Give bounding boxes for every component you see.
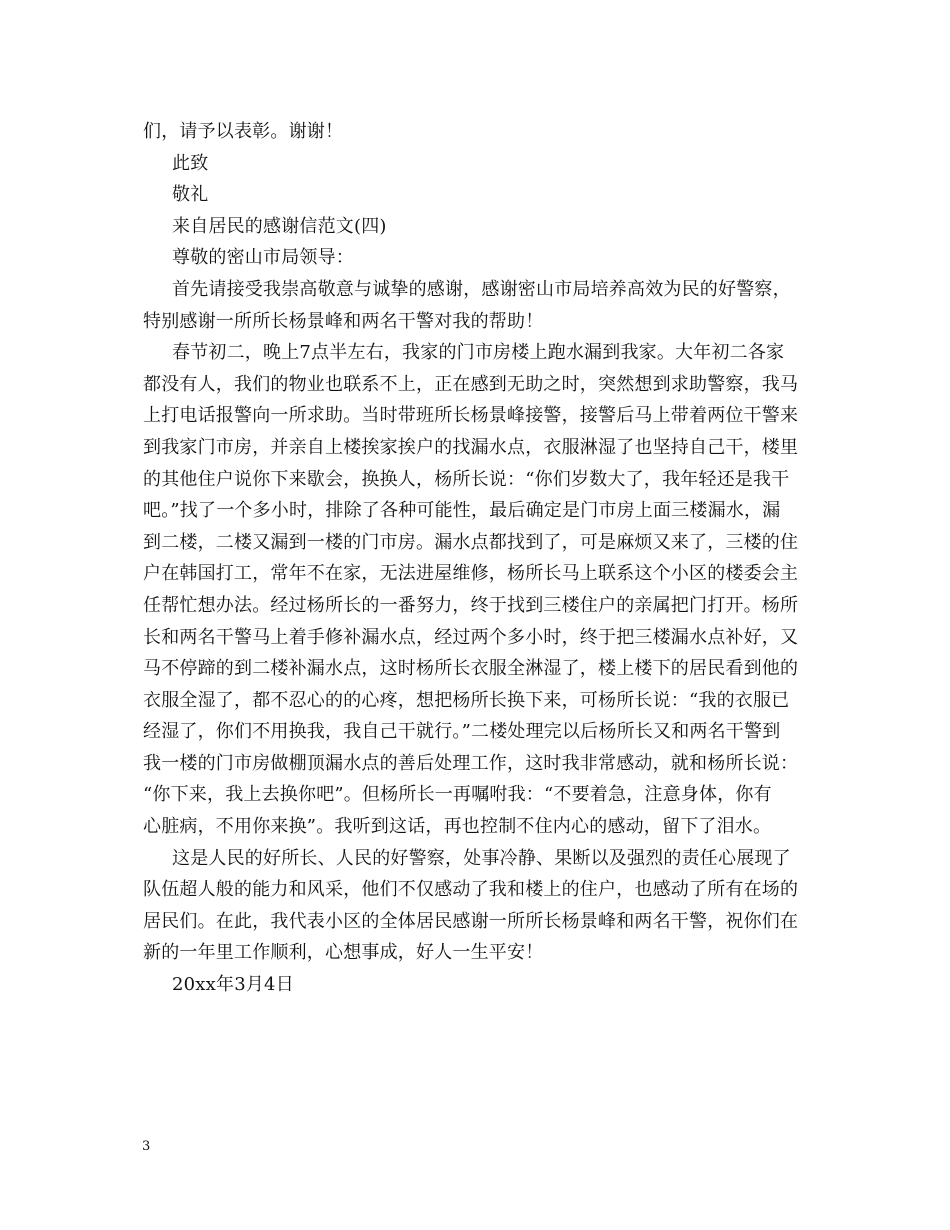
letter-greeting: 尊敬的密山市局领导：	[172, 247, 354, 269]
paragraph-2-line: 经湿了，你们不用换我，我自己干就行。”二楼处理完以后杨所长又和两名干警到	[143, 721, 781, 743]
paragraph-2-line: 长和两名干警马上着手修补漏水点，经过两个多小时，终于把三楼漏水点补好，又	[143, 626, 799, 648]
paragraph-2-line: 马不停蹄的到二楼补漏水点，这时杨所长衣服全淋湿了，楼上楼下的居民看到他的	[143, 658, 799, 680]
paragraph-2-line: 春节初二，晚上7点半左右，我家的门市房楼上跑水漏到我家。大年初二各家	[172, 342, 785, 364]
paragraph-2-line: 上打电话报警向一所求助。当时带班所长杨景峰接警，接警后马上带着两位干警来	[143, 405, 799, 427]
paragraph-2-line: “你下来，我上去换你吧”。但杨所长一再嘱咐我：“不要着急，注意身体，你有	[143, 784, 772, 806]
paragraph-3-line: 队伍超人般的能力和风采，他们不仅感动了我和楼上的住户，也感动了所有在场的	[143, 879, 799, 901]
closing-regards: 敬礼	[172, 184, 209, 206]
paragraph-2-line: 吧。”找了一个多小时，排除了各种可能性，最后确定是门市房上面三楼漏水，漏	[143, 500, 781, 522]
paragraph-2-line: 任帮忙想办法。经过杨所长的一番努力，终于找到三楼住户的亲属把门打开。杨所	[143, 594, 799, 616]
paragraph-2-line: 户在韩国打工，常年不在家，无法进屋维修，杨所长马上联系这个小区的楼委会主	[143, 563, 799, 585]
closing-salutation: 此致	[172, 152, 209, 174]
paragraph-3-line: 新的一年里工作顺利，心想事成，好人一生平安！	[143, 942, 544, 964]
paragraph-2-line: 到我家门市房，并亲自上楼挨家挨户的找漏水点，衣服淋湿了也坚持自己干，楼里	[143, 436, 799, 458]
paragraph-2-line: 心脏病，不用你来换”。我听到这话，再也控制不住内心的感动，留下了泪水。	[143, 816, 772, 838]
paragraph-2-line: 我一楼的门市房做棚顶漏水点的善后处理工作，这时我非常感动，就和杨所长说：	[143, 752, 799, 774]
paragraph-2-line: 衣服全湿了，都不忍心的的心疼，想把杨所长换下来，可杨所长说：“我的衣服已	[143, 689, 790, 711]
text-line: 们，请予以表彰。谢谢！	[143, 121, 344, 142]
paragraph-1-line: 首先请接受我崇高敬意与诚挚的感谢，感谢密山市局培养高效为民的好警察，	[172, 278, 791, 300]
section-title: 来自居民的感谢信范文(四)	[172, 215, 387, 237]
document-body	[143, 116, 815, 1001]
paragraph-3-line: 居民们。在此，我代表小区的全体居民感谢一所所长杨景峰和两名干警，祝你们在	[143, 910, 799, 932]
letter-date: 20xx年3月4日	[172, 974, 294, 996]
paragraph-2-line: 到二楼，二楼又漏到一楼的门市房。漏水点都找到了，可是麻烦又来了，三楼的住	[143, 531, 799, 553]
paragraph-3-line: 这是人民的好所长、人民的好警察，处事冷静、果断以及强烈的责任心展现了	[172, 847, 791, 869]
paragraph-1-line: 特别感谢一所所长杨景峰和两名干警对我的帮助！	[143, 310, 544, 332]
paragraph-2-line: 的其他住户说你下来歇会，换换人，杨所长说：“你们岁数大了，我年轻还是我干	[143, 468, 790, 490]
page-number: 3	[142, 1139, 151, 1154]
paragraph-2-line: 都没有人，我们的物业也联系不上，正在感到无助之时，突然想到求助警察，我马	[143, 373, 799, 395]
